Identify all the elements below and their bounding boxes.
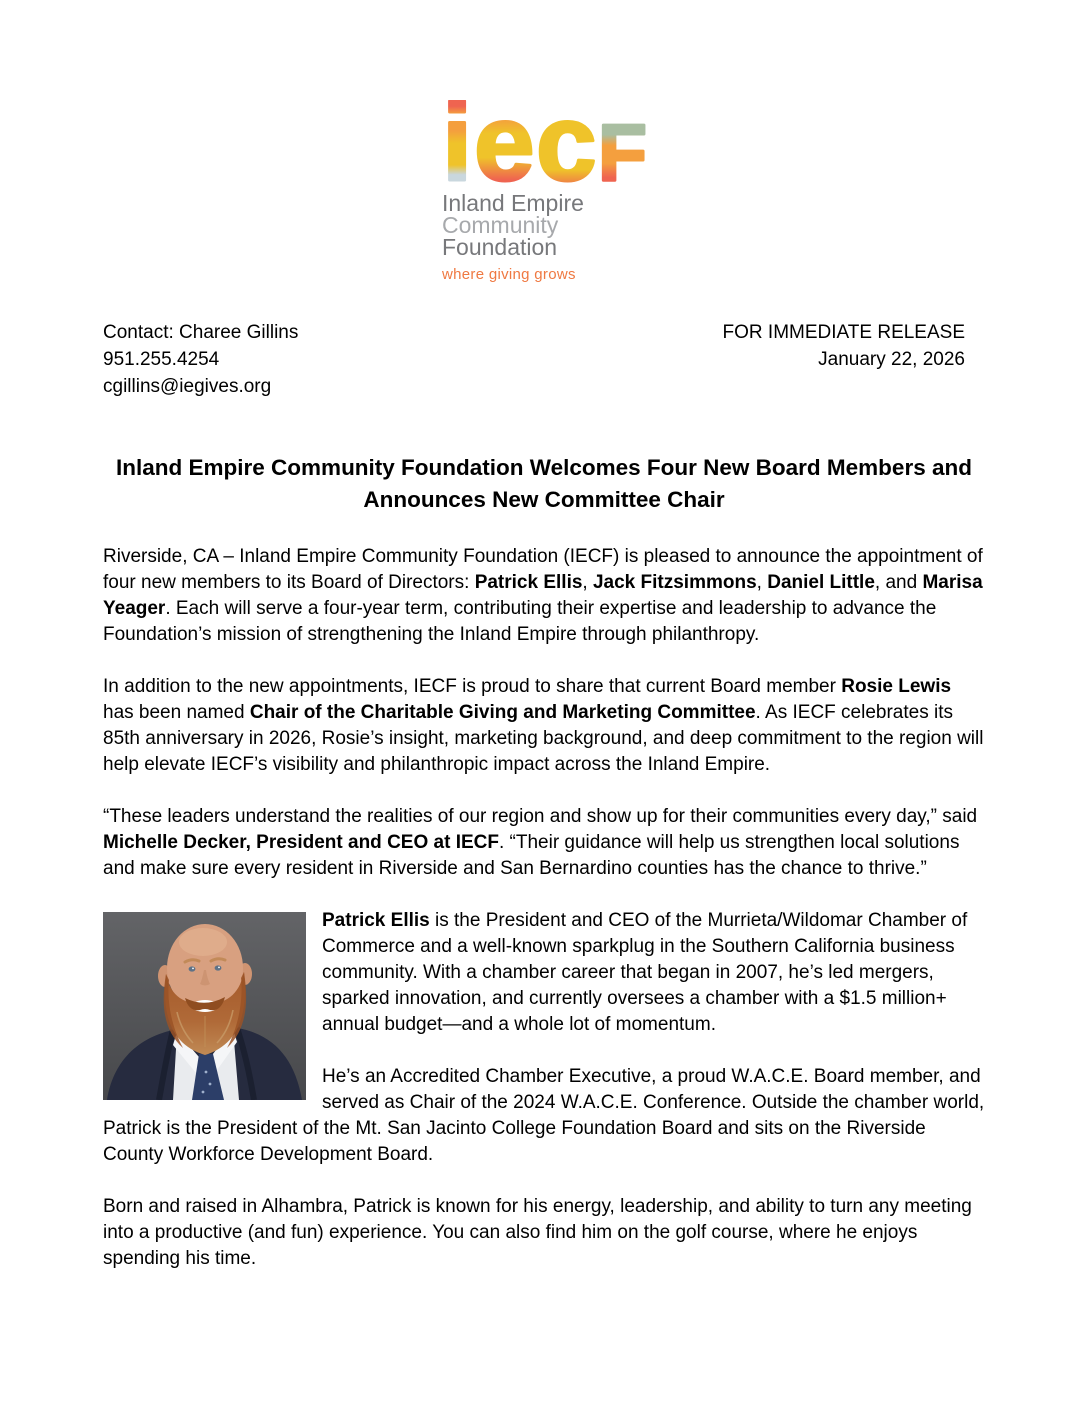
iecf-logo (440, 100, 648, 283)
logo-letter-c: c (536, 100, 597, 184)
logo-tagline: where giving grows (442, 266, 576, 283)
paragraph-ellis-personal: Born and raised in Alhambra, Patrick is known for his energy, leadership, and ability to turn any meeting into a productive (and fun) experience. You can also find him on the golf course, where he enjoys spending his time. (103, 1196, 972, 1269)
patrick-ellis-photo (103, 912, 306, 1100)
patrick-ellis-bio (103, 908, 985, 1298)
logo-org-line: Inland Empire (442, 190, 584, 216)
contact-phone: 951.255.4254 (103, 349, 220, 370)
paragraph-committee-chair: In addition to the new appointments, IECF is proud to share that current Board member Rosie Lewis has been named Chair of the Charitable Giving and Marketing Committee. As IECF celebrates its 85th anniversary in 2026, Rosie’s insight, marketing background, and deep commitment to the region will help elevate IECF’s visibility and philanthropic impact across the Inland Empire. (103, 676, 984, 775)
paragraph-ellis-intro: Patrick Ellis is the President and CEO of the Murrieta/Wildomar Chamber of Commerce and a well-known sparkplug in the Southern California business community. With a chamber career that began in 2007, he’s led mergers, sparked innovation, and currently oversees a chamber with a $1.5 million+ annual budget—and a whole lot of momentum. (322, 910, 968, 1035)
release-date: January 22, 2026 (818, 349, 965, 370)
logo-org-line: Foundation (442, 234, 558, 260)
contact-info (103, 319, 298, 400)
paragraph-ceo-quote: “These leaders understand the realities of our region and show up for their communities every day,” said Michelle Decker, President and CEO at IECF. “Their guidance will help us strengthen local solutions and make sure every resident in Riverside and San Bernardino counties has the chance to thrive.” (103, 806, 978, 879)
release-label: FOR IMMEDIATE RELEASE (722, 322, 965, 343)
logo-letter-e: e (474, 100, 535, 184)
logo-letter-i: i (442, 100, 473, 184)
paragraph-ellis-wace: He’s an Accredited Chamber Executive, a proud W.A.C.E. Board member, and served as Chair of the 2024 W.A.C.E. Conference. Outside the chamber world, Patrick is the President of the Mt. San Jacinto College Foundation Board and sits on the Riverside County Workforce Development Board. (103, 1066, 985, 1165)
portrait-image (103, 912, 306, 1100)
press-release-body (103, 544, 985, 1298)
contact-email: cgillins@iegives.org (103, 376, 272, 397)
headline-line-2: Announces New Committee Chair (363, 487, 725, 512)
paragraph-appointments: Riverside, CA – Inland Empire Community Foundation (IECF) is pleased to announce the appointment of four new members to its Board of Directors: Patrick Ellis, Jack Fitzsimmons, Daniel Little, and Marisa Yeager. Each will serve a four-year term, contributing their expertise and leadership to advance the Foundation’s mission of strengthening the Inland Empire through philanthropy. (103, 546, 983, 645)
logo-org-name (440, 192, 648, 258)
headline-line-1: Inland Empire Community Foundation Welcomes Four New Board Members and (116, 455, 972, 480)
release-info (723, 319, 965, 400)
iecf-wordmark-icon (440, 100, 648, 184)
headline (40, 452, 1048, 516)
logo-org-line: Community (442, 212, 559, 238)
logo-letter-f: F (598, 108, 647, 184)
contact-release-row (103, 319, 965, 400)
contact-name: Contact: Charee Gillins (103, 322, 299, 343)
